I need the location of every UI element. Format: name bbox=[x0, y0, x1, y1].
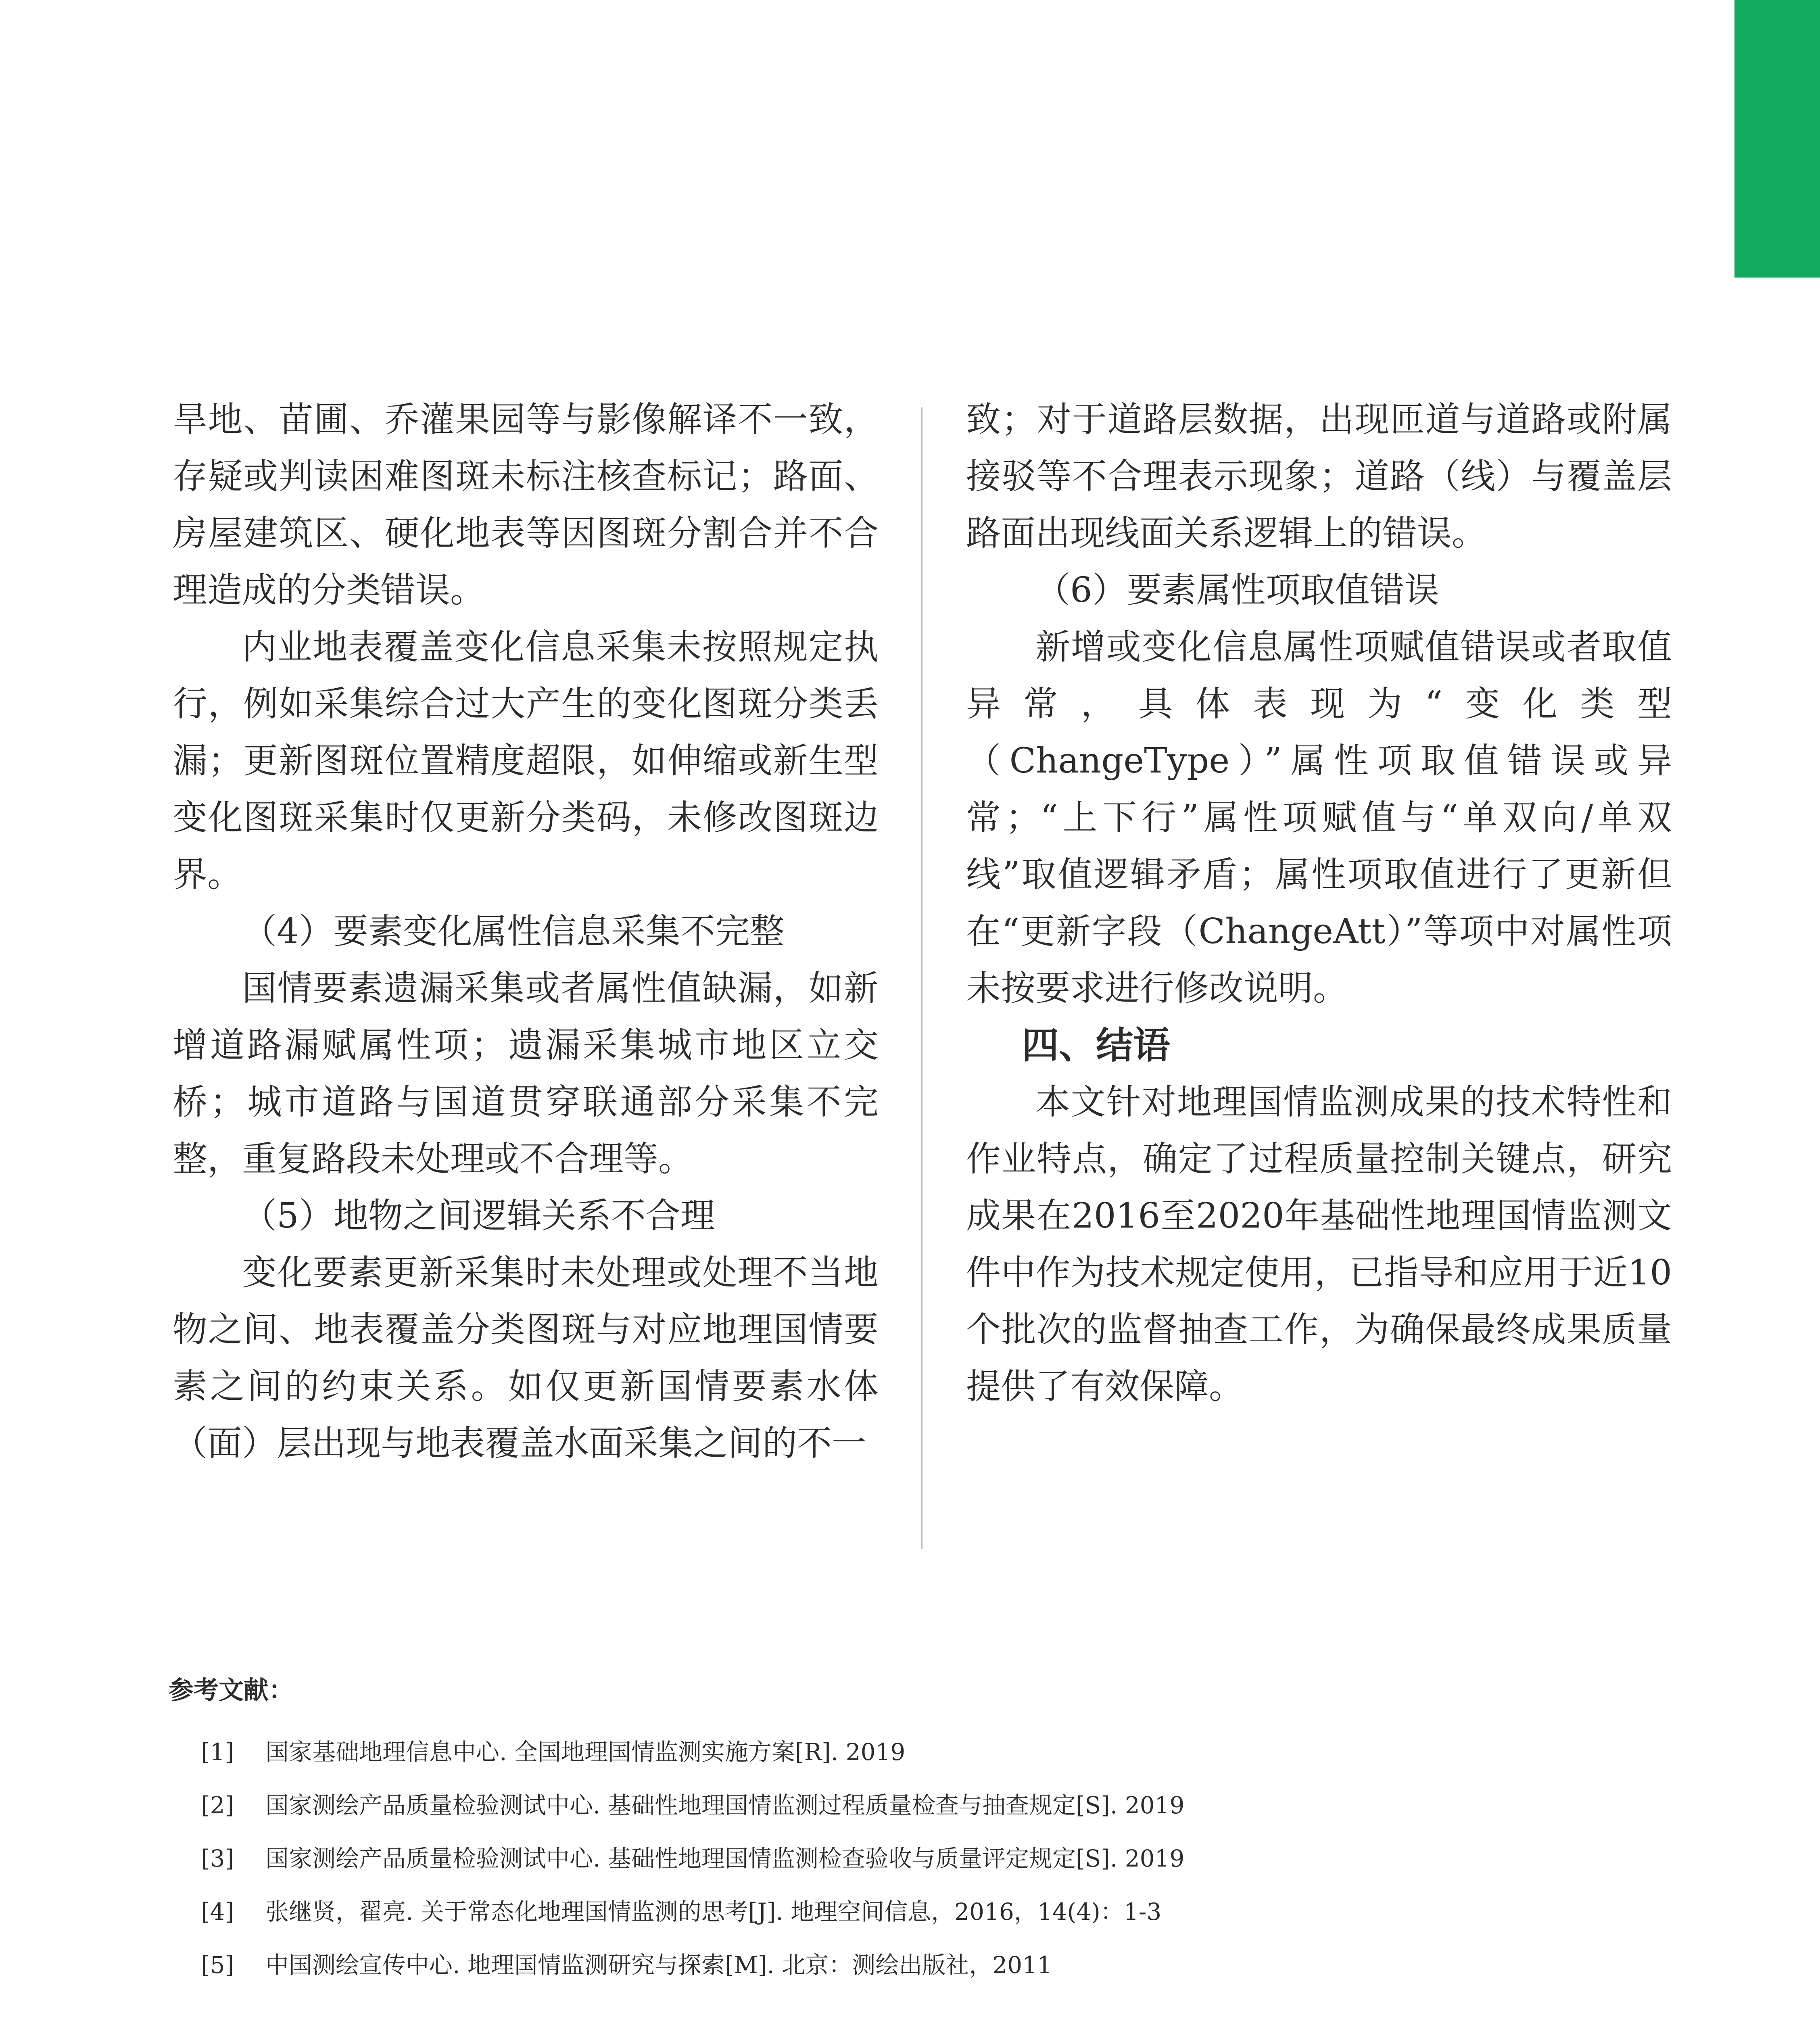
right-column bbox=[966, 391, 1672, 1415]
reference-item bbox=[169, 1832, 1661, 1885]
left-paragraph-2: 内业地表覆盖变化信息采集未按照规定执行，例如采集综合过大产生的变化图斑分类丢漏；更新图斑位置精度超限，如伸缩或新生型变化图斑采集时仅更新分类码，未修改图斑边界。 bbox=[173, 627, 879, 895]
reference-text: 中国测绘宣传中心. 地理国情监测研究与探索[M]. 北京：测绘出版社，2011 bbox=[265, 1951, 1052, 1979]
left-paragraph-1: 旱地、苗圃、乔灌果园等与影像解译不一致，存疑或判读困难图斑未标注核查标记；路面、房屋建筑区、硬化地表等因图斑分割合并不合理造成的分类错误。 bbox=[173, 399, 879, 610]
reference-item bbox=[169, 1779, 1661, 1832]
reference-item bbox=[169, 1725, 1661, 1779]
left-column bbox=[173, 391, 879, 1472]
right-paragraph-1: 致；对于道路层数据，出现匝道与道路或附属接驳等不合理表示现象；道路（线）与覆盖层路面出现线面关系逻辑上的错误。 bbox=[966, 399, 1672, 553]
reference-item bbox=[169, 1885, 1661, 1938]
reference-number: [5] bbox=[201, 1951, 234, 1979]
reference-text: 国家基础地理信息中心. 全国地理国情监测实施方案[R]. 2019 bbox=[265, 1738, 906, 1766]
reference-number: [1] bbox=[201, 1738, 234, 1766]
section-title-conclusion: 四、结语 bbox=[1022, 1024, 1171, 1067]
reference-text: 张继贤，翟亮. 关于常态化地理国情监测的思考[J]. 地理空间信息，2016，14(4)：1-3 bbox=[265, 1898, 1162, 1925]
reference-number: [4] bbox=[201, 1898, 234, 1925]
subheading-6: （6）要素属性项取值错误 bbox=[1035, 570, 1439, 610]
left-paragraph-3: 国情要素遗漏采集或者属性值缺漏，如新增道路漏赋属性项；遗漏采集城市地区立交桥；城市道路与国道贯穿联通部分采集不完整，重复路段未处理或不合理等。 bbox=[173, 968, 879, 1179]
chapter-tab-marker bbox=[1734, 0, 1820, 278]
subheading-4: （4）要素变化属性信息采集不完整 bbox=[242, 911, 785, 952]
references-title: 参考文献： bbox=[169, 1675, 294, 1705]
subheading-5: （5）地物之间逻辑关系不合理 bbox=[242, 1196, 715, 1236]
right-paragraph-2: 新增或变化信息属性项赋值错误或者取值异常，具体表现为“变化类型（ChangeType）”属性项取值错误或异常；“上下行”属性项赋值与“单双向/单双线”取值逻辑矛盾；属性项取值进行了更新但在“更新字段（ChangeAtt）”等项中对属性项未按要求进行修改说明。 bbox=[966, 627, 1672, 1008]
column-divider bbox=[921, 407, 923, 1549]
left-paragraph-4: 变化要素更新采集时未处理或处理不当地物之间、地表覆盖分类图斑与对应地理国情要素之间的约束关系。如仅更新国情要素水体（面）层出现与地表覆盖水面采集之间的不一 bbox=[173, 1253, 879, 1464]
reference-number: [3] bbox=[201, 1845, 234, 1872]
reference-item bbox=[169, 1938, 1661, 1992]
reference-number: [2] bbox=[201, 1791, 234, 1819]
references-section bbox=[169, 1670, 1661, 1992]
reference-text: 国家测绘产品质量检验测试中心. 基础性地理国情监测检查验收与质量评定规定[S]. 2019 bbox=[265, 1845, 1185, 1872]
right-paragraph-3: 本文针对地理国情监测成果的技术特性和作业特点，确定了过程质量控制关键点，研究成果在2016至2020年基础性地理国情监测文件中作为技术规定使用，已指导和应用于近10个批次的监督抽查工作，为确保最终成果质量提供了有效保障。 bbox=[966, 1082, 1672, 1407]
reference-text: 国家测绘产品质量检验测试中心. 基础性地理国情监测过程质量检查与抽查规定[S]. 2019 bbox=[265, 1791, 1185, 1819]
